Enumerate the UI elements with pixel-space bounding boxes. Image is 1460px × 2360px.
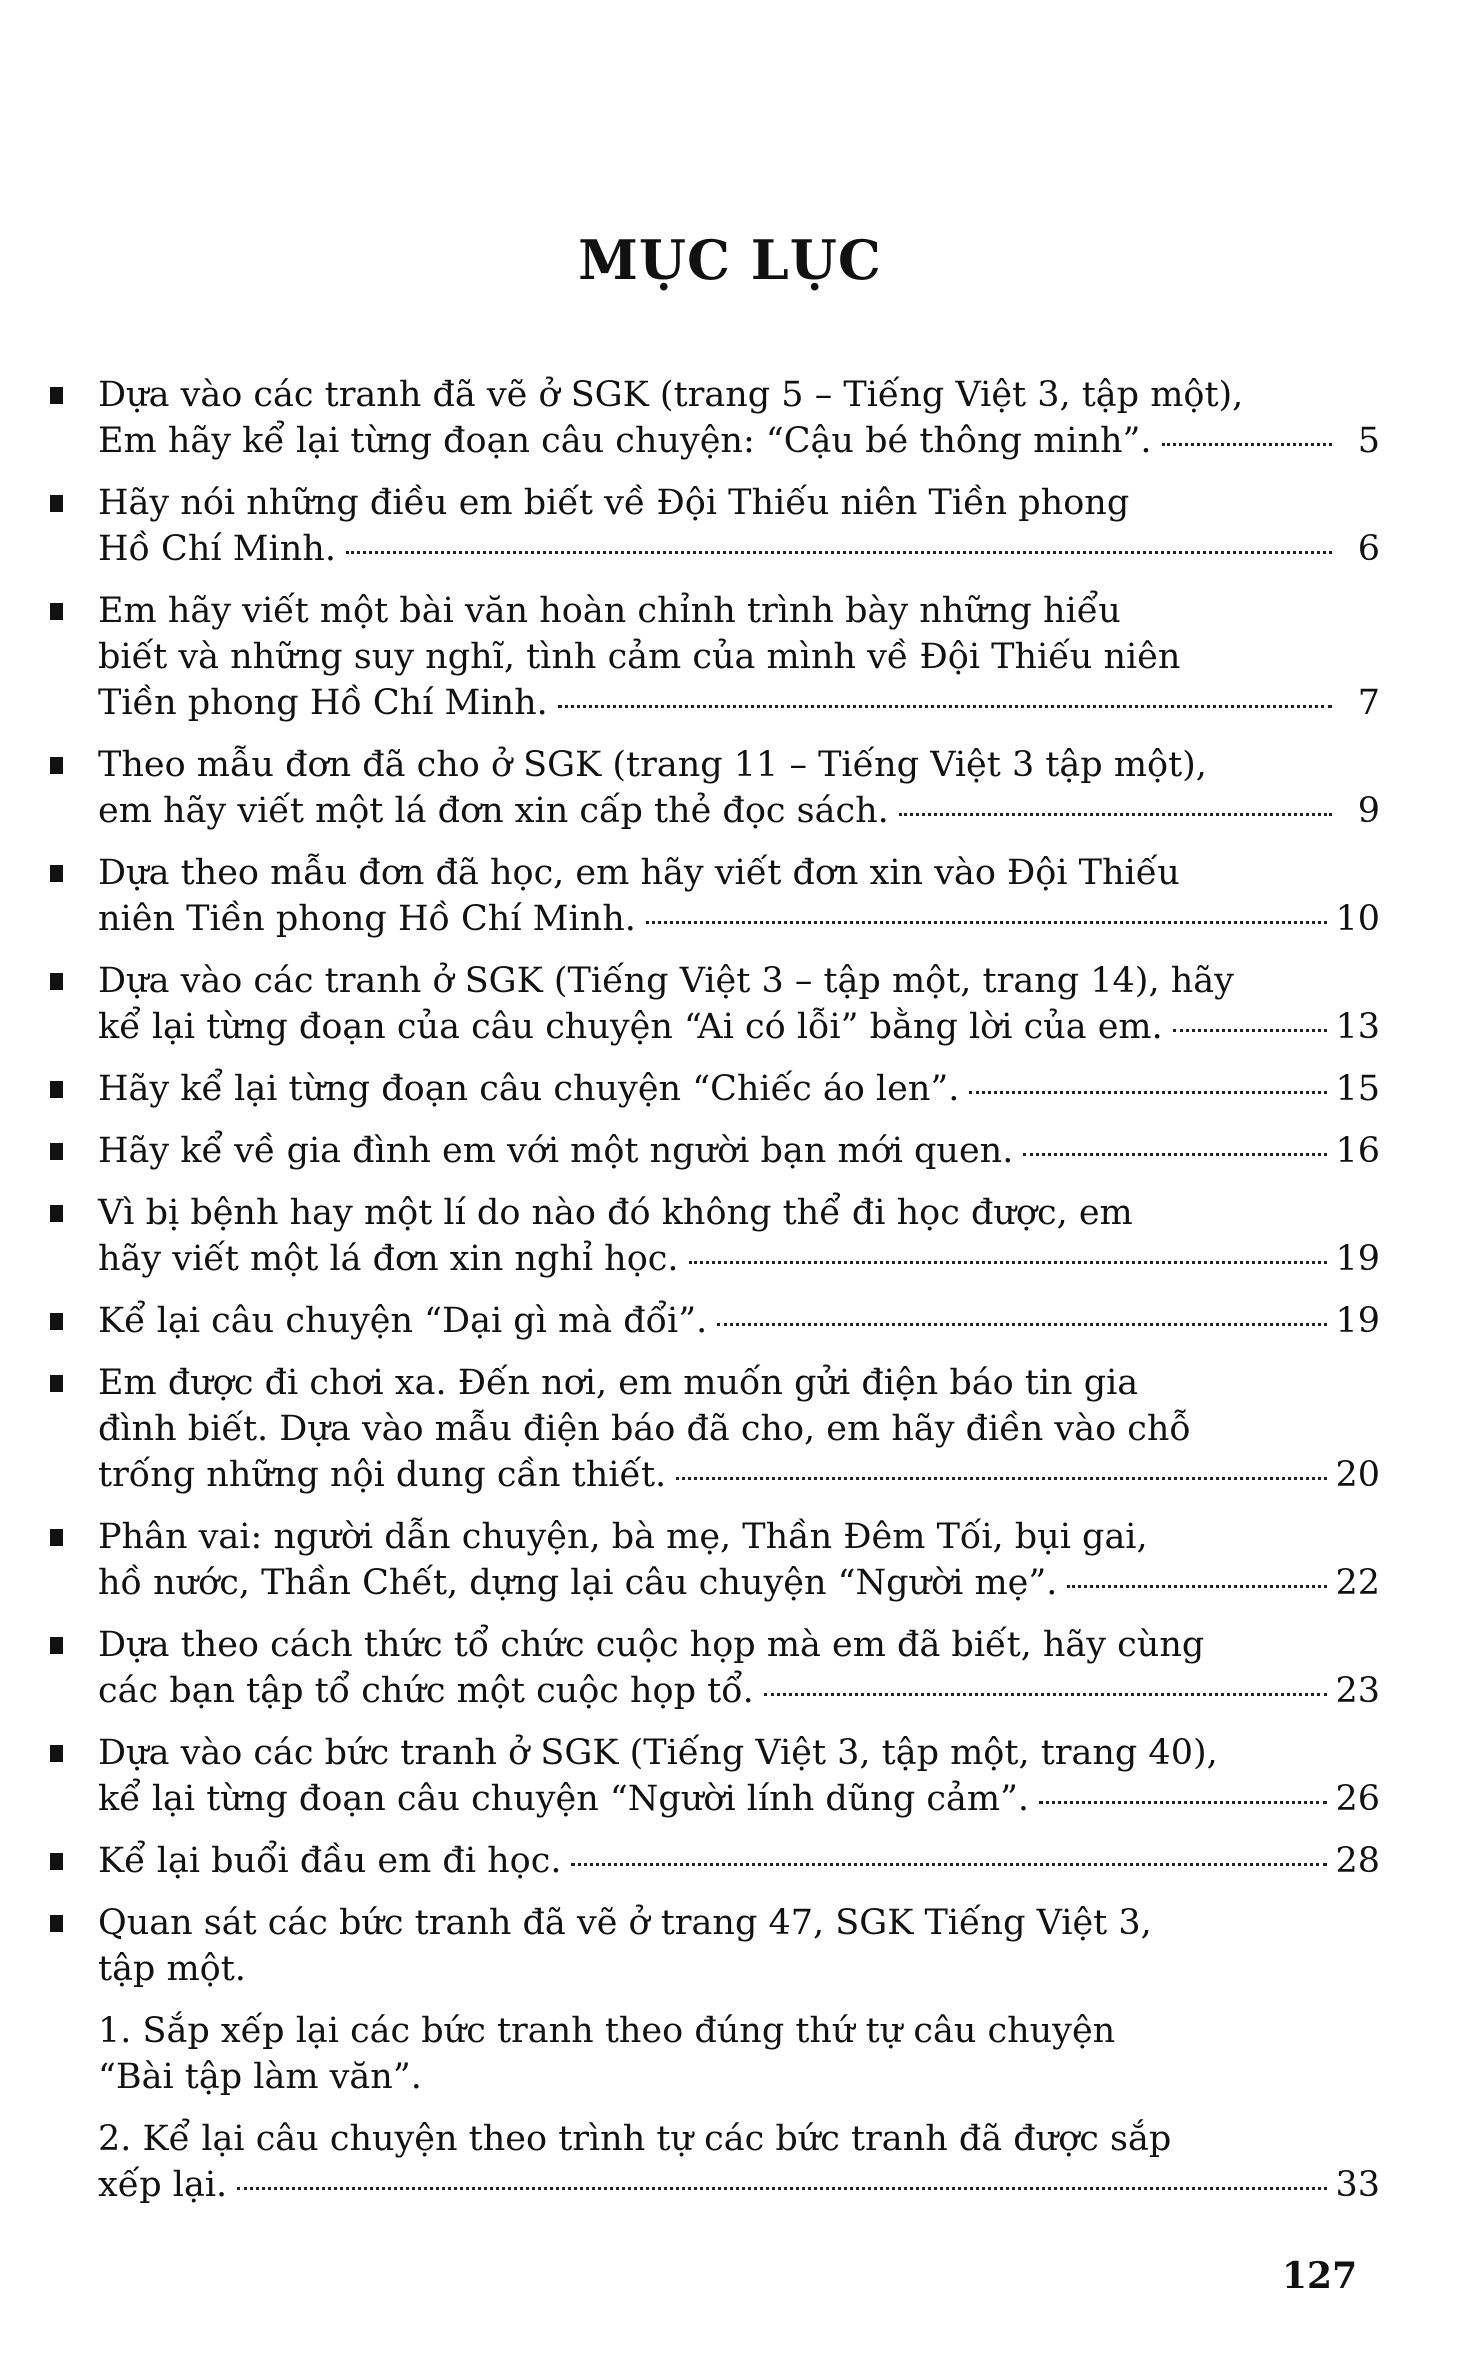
entry-text: trống những nội dung cần thiết.: [98, 1455, 667, 1495]
entry-page-number: 9: [1357, 791, 1380, 831]
square-bullet-icon: [50, 1637, 63, 1654]
entry-page-number: 7: [1357, 683, 1380, 723]
page-title: MỤC LỤC: [578, 228, 882, 292]
dot-leader: [764, 1693, 1328, 1696]
toc-entry[interactable]: [50, 588, 1380, 726]
entry-last-line: [98, 1004, 1380, 1050]
dot-leader: [969, 1091, 1327, 1094]
entry-line: Dựa vào các tranh ở SGK (Tiếng Việt 3 – tập một, trang 14), hãy: [98, 961, 1234, 1001]
entry-line: biết và những suy nghĩ, tình cảm của mình về Đội Thiếu niên: [98, 637, 1181, 677]
entry-text: Tiền phong Hồ Chí Minh.: [98, 683, 548, 723]
entry-line: Phân vai: người dẫn chuyện, bà mẹ, Thần Đêm Tối, bụi gai,: [98, 1517, 1148, 1557]
entry-text: Em hãy kể lại từng đoạn câu chuyện: “Cậu bé thông minh”.: [98, 421, 1152, 461]
entry-line: Em hãy viết một bài văn hoàn chỉnh trình bày những hiểu: [98, 591, 1121, 631]
entry-text: Hãy kể về gia đình em với một người bạn mới quen.: [98, 1131, 1014, 1171]
square-bullet-icon: [50, 1915, 63, 1932]
dot-leader: [1039, 1801, 1327, 1804]
toc-entry[interactable]: [50, 480, 1380, 572]
entry-page-number: 5: [1357, 421, 1380, 461]
entry-page-number: 26: [1335, 1779, 1380, 1819]
dot-leader: [1173, 1029, 1328, 1032]
entry-line: 1. Sắp xếp lại các bức tranh theo đúng thứ tự câu chuyện: [98, 2011, 1116, 2051]
square-bullet-icon: [50, 1853, 63, 1870]
entry-text: kể lại từng đoạn câu chuyện “Người lính dũng cảm”.: [98, 1779, 1030, 1819]
entry-line: Dựa theo cách thức tổ chức cuộc họp mà em đã biết, hãy cùng: [98, 1625, 1205, 1665]
entry-last-line: [98, 1066, 1380, 1112]
square-bullet-icon: [50, 1205, 63, 1222]
entry-line: Dựa vào các tranh đã vẽ ở SGK (trang 5 – Tiếng Việt 3, tập một),: [98, 375, 1244, 415]
square-bullet-icon: [50, 865, 63, 882]
toc-entry[interactable]: [50, 1128, 1380, 1174]
entry-last-line: [98, 680, 1380, 726]
square-bullet-icon: [50, 1529, 63, 1546]
entry-line: Dựa theo mẫu đơn đã học, em hãy viết đơn xin vào Đội Thiếu: [98, 853, 1180, 893]
dot-leader: [1023, 1153, 1327, 1156]
entry-text: hồ nước, Thần Chết, dựng lại câu chuyện “Người mẹ”.: [98, 1563, 1058, 1603]
toc-entry[interactable]: [50, 1190, 1380, 1282]
entry-last-line: [98, 1776, 1380, 1822]
entry-last-line: [98, 1560, 1380, 1606]
entry-page-number: 22: [1335, 1563, 1380, 1603]
entry-line: đình biết. Dựa vào mẫu điện báo đã cho, em hãy điền vào chỗ: [98, 1409, 1191, 1449]
entry-last-line: [98, 418, 1380, 464]
toc-entry[interactable]: [50, 1360, 1380, 1498]
square-bullet-icon: [50, 973, 63, 990]
entry-last-line: [98, 1838, 1380, 1884]
dot-leader: [571, 1863, 1327, 1866]
entry-page-number: 28: [1335, 1841, 1380, 1881]
dot-leader: [237, 2187, 1327, 2190]
toc-entry[interactable]: [50, 1622, 1380, 1714]
dot-leader: [1162, 443, 1332, 446]
entry-page-number: 6: [1357, 529, 1380, 569]
entry-page-number: 10: [1335, 899, 1380, 939]
toc-entry[interactable]: [50, 958, 1380, 1050]
entry-text: các bạn tập tổ chức một cuộc họp tổ.: [98, 1671, 754, 1711]
square-bullet-icon: [50, 495, 63, 512]
entry-page-number: 20: [1335, 1455, 1380, 1495]
entry-last-line: [98, 1298, 1380, 1344]
entry-line: “Bài tập làm văn”.: [98, 2057, 422, 2097]
toc-subitem: [50, 2008, 1380, 2100]
entry-last-line: [98, 1236, 1380, 1282]
entry-line: tập một.: [98, 1949, 246, 1989]
entry-page-number: 16: [1335, 1131, 1380, 1171]
entry-line: Hãy nói những điều em biết về Đội Thiếu niên Tiền phong: [98, 483, 1130, 523]
toc-entry[interactable]: [50, 1514, 1380, 1606]
dot-leader: [717, 1323, 1327, 1326]
entry-line: Vì bị bệnh hay một lí do nào đó không thể đi học được, em: [98, 1193, 1133, 1233]
entry-text: hãy viết một lá đơn xin nghỉ học.: [98, 1239, 679, 1279]
square-bullet-icon: [50, 1313, 63, 1330]
square-bullet-icon: [50, 603, 63, 620]
entry-text: xếp lại.: [98, 2165, 228, 2205]
entry-line: Em được đi chơi xa. Đến nơi, em muốn gửi điện báo tin gia: [98, 1363, 1139, 1403]
page-number: 127: [1282, 2255, 1358, 2297]
entry-text: Hồ Chí Minh.: [98, 529, 336, 569]
entry-last-line: [98, 2162, 1380, 2208]
entry-text: Kể lại câu chuyện “Dại gì mà đổi”.: [98, 1301, 708, 1341]
dot-leader: [899, 813, 1332, 816]
toc-entry[interactable]: [50, 1298, 1380, 1344]
entry-page-number: 15: [1335, 1069, 1380, 1109]
entry-text: niên Tiền phong Hồ Chí Minh.: [98, 899, 636, 939]
entry-last-line: [98, 1452, 1380, 1498]
entry-line: Theo mẫu đơn đã cho ở SGK (trang 11 – Tiếng Việt 3 tập một),: [98, 745, 1207, 785]
dot-leader: [346, 551, 1332, 554]
square-bullet-icon: [50, 387, 63, 404]
entry-page-number: 33: [1335, 2165, 1380, 2205]
entry-text: Hãy kể lại từng đoạn câu chuyện “Chiếc áo len”.: [98, 1069, 960, 1109]
toc-entry[interactable]: [50, 1838, 1380, 1884]
entry-text: Kể lại buổi đầu em đi học.: [98, 1841, 562, 1881]
table-of-contents: [50, 372, 1380, 2224]
entry-page-number: 19: [1335, 1301, 1380, 1341]
square-bullet-icon: [50, 1745, 63, 1762]
square-bullet-icon: [50, 1375, 63, 1392]
toc-entry[interactable]: [50, 1730, 1380, 1822]
toc-subitem[interactable]: [50, 2116, 1380, 2208]
entry-line: Quan sát các bức tranh đã vẽ ở trang 47, SGK Tiếng Việt 3,: [98, 1903, 1152, 1943]
square-bullet-icon: [50, 1143, 63, 1160]
entry-text: kể lại từng đoạn của câu chuyện “Ai có lỗi” bằng lời của em.: [98, 1007, 1163, 1047]
square-bullet-icon: [50, 757, 63, 774]
square-bullet-icon: [50, 1081, 63, 1098]
toc-entry[interactable]: [50, 1900, 1380, 1992]
entry-last-line: [98, 526, 1380, 572]
entry-line: Dựa vào các bức tranh ở SGK (Tiếng Việt 3, tập một, trang 40),: [98, 1733, 1218, 1773]
dot-leader: [558, 705, 1332, 708]
toc-entry[interactable]: [50, 372, 1380, 464]
entry-last-line: [98, 896, 1380, 942]
dot-leader: [689, 1261, 1328, 1264]
toc-entry[interactable]: [50, 1066, 1380, 1112]
toc-entry[interactable]: [50, 742, 1380, 834]
dot-leader: [1067, 1585, 1327, 1588]
entry-page-number: 19: [1335, 1239, 1380, 1279]
entry-page-number: 23: [1335, 1671, 1380, 1711]
entry-last-line: [98, 788, 1380, 834]
dot-leader: [676, 1477, 1327, 1480]
entry-text: em hãy viết một lá đơn xin cấp thẻ đọc sách.: [98, 791, 889, 831]
toc-entry[interactable]: [50, 850, 1380, 942]
entry-last-line: [98, 1668, 1380, 1714]
entry-line: 2. Kể lại câu chuyện theo trình tự các bức tranh đã được sắp: [98, 2119, 1172, 2159]
entry-last-line: [98, 1128, 1380, 1174]
entry-page-number: 13: [1335, 1007, 1380, 1047]
dot-leader: [646, 921, 1328, 924]
